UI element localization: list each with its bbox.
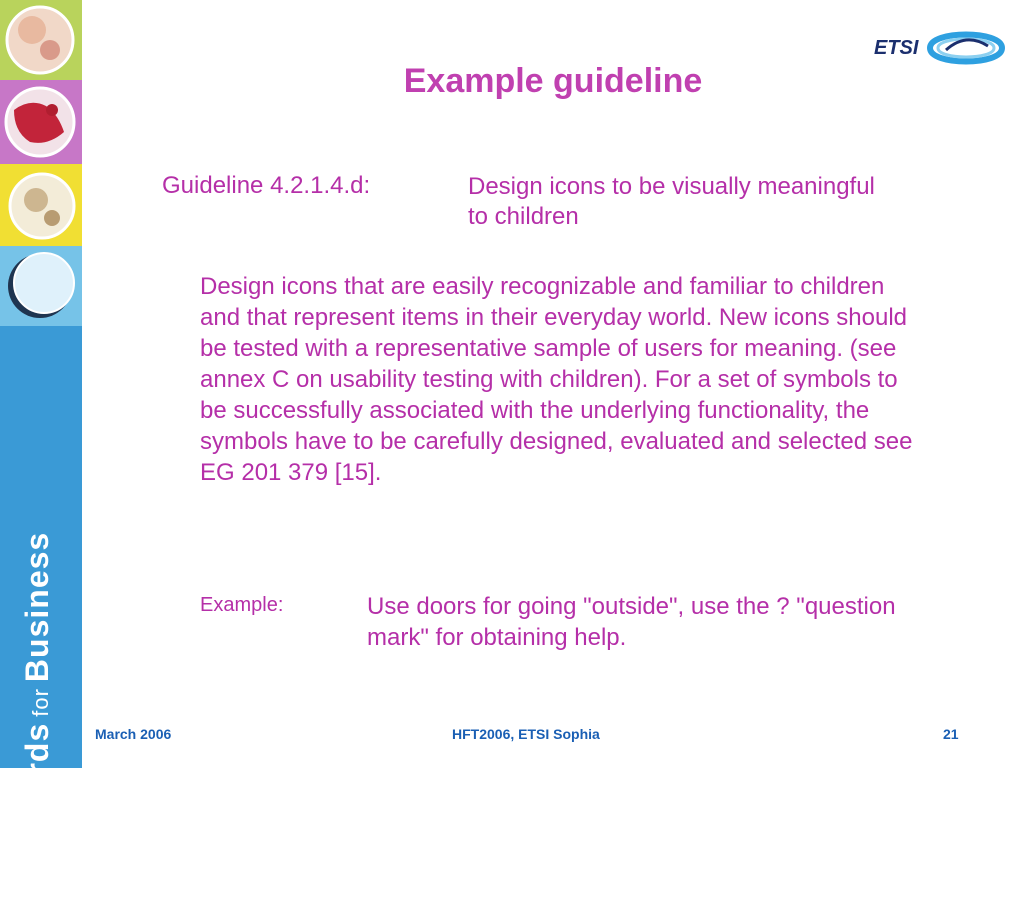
footer-event: HFT2006, ETSI Sophia bbox=[452, 726, 600, 742]
sidebar-brand-text bbox=[19, 510, 56, 910]
globe-image-purple bbox=[0, 80, 82, 164]
example-label: Example: bbox=[200, 594, 284, 616]
globe-image-yellow bbox=[0, 164, 82, 246]
guideline-text: Design icons to be visually meaningful to children bbox=[468, 173, 875, 230]
etsi-logo-text: ETSI bbox=[874, 37, 919, 59]
footer-date: March 2006 bbox=[95, 726, 172, 742]
sidebar-strip bbox=[0, 0, 82, 889]
guideline-label: Guideline 4.2.1.4.d: bbox=[162, 172, 371, 199]
globe-image-green bbox=[0, 0, 82, 80]
brand-word-business: Business bbox=[19, 531, 55, 683]
example-text: Use doors for going "outside", use the ? "question mark" for obtaining help. bbox=[367, 593, 896, 651]
brand-word-standards: Standards bbox=[19, 722, 55, 889]
globe-image-blue bbox=[0, 246, 82, 326]
guideline-description: Design icons that are easily recognizable and familiar to children and that represent items in their everyday world. New icons should be tested with a representative sample of users for meaning. (see annex C on usability testing with children). For a set of symbols to be successfully associated with the underlying functionality, the symbols have to be carefully designed, evaluated and selected see EG 201 379 [15]. bbox=[200, 273, 913, 486]
footer-page-number: 21 bbox=[943, 726, 959, 742]
brand-word-for: for bbox=[28, 688, 53, 717]
sidebar-brand bbox=[0, 330, 82, 889]
slide-title: Example guideline bbox=[403, 62, 703, 100]
